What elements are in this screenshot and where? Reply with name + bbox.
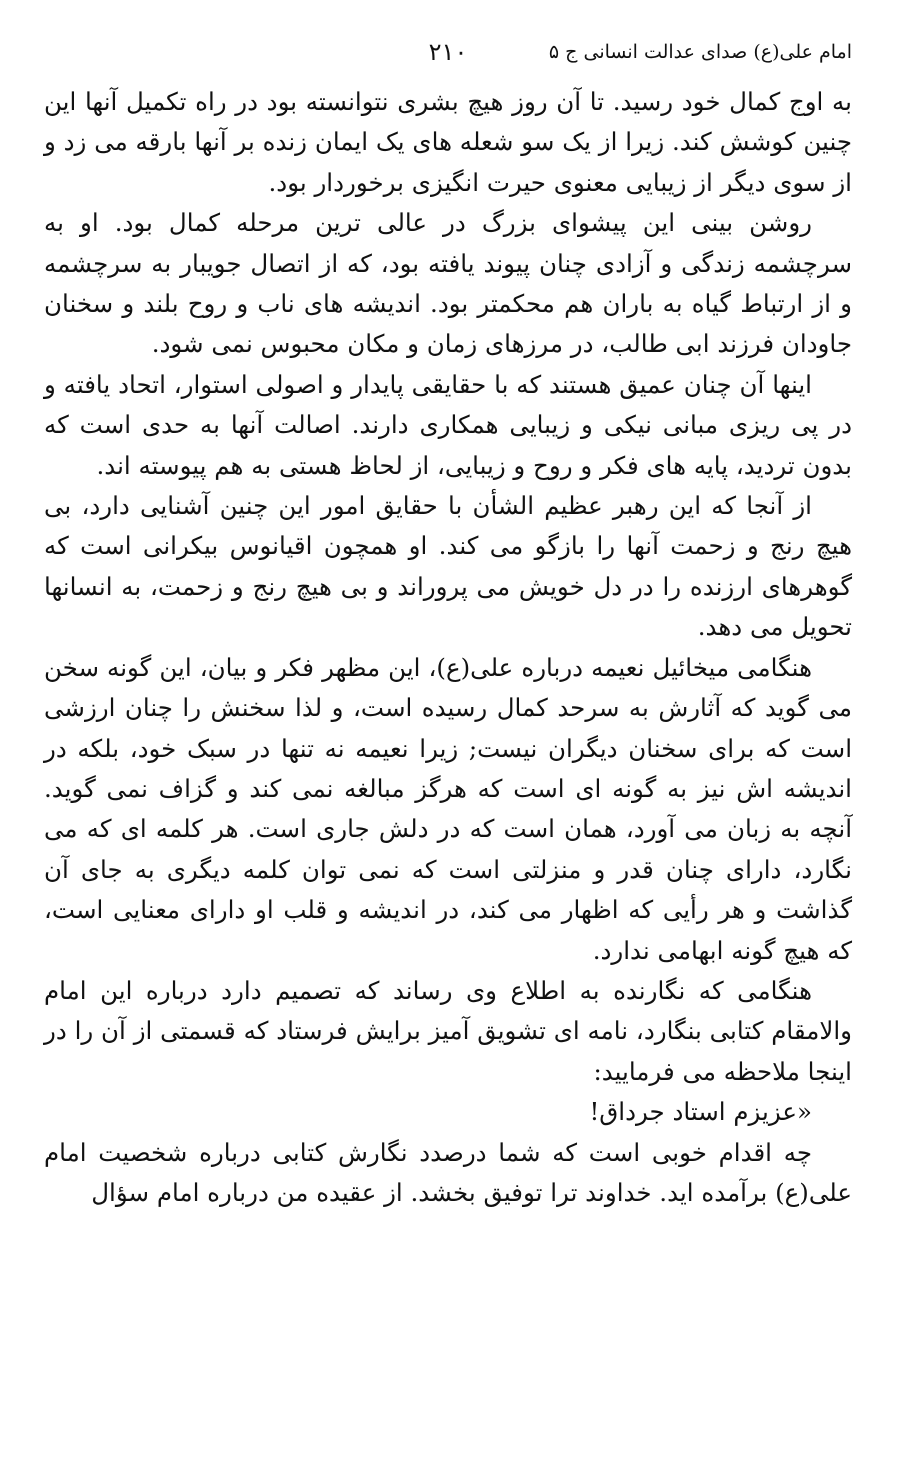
paragraph-3: اینها آن چنان عمیق هستند که با حقایقی پایدار و اصولی استوار، اتحاد یافته و در پی ریزی مبانی نیکی و زیبایی همکاری دارند. اصالت آنها به حدی است که بدون تردید، پایه های فکر و روح و زیبایی، از لحاظ هستی به هم پیوسته اند.: [44, 369, 852, 480]
letter-paragraph: چه اقدام خوبی است که شما درصدد نگارش کتابی درباره شخصیت امام علی(ع) برآمده اید. خداوند ترا توفیق بخشد. از عقیده من درباره امام سؤال: [44, 1137, 852, 1207]
paragraph-6: هنگامی که نگارنده به اطلاع وی رساند که تصمیم دارد درباره این امام والامقام کتابی بنگارد، نامه ای تشویق آمیز برایش فرستاد که قسمتی از آن را در اینجا ملاحظه می فرمایید:: [44, 975, 852, 1086]
paragraph-2: روشن بینی این پیشوای بزرگ در عالی ترین مرحله کمال بود. او به سرچشمه زندگی و آزادی چنان پیوند یافته بود، که از اتصال جویبار به سرچشمه و از ارتباط گیاه به باران هم محکمتر بود. اندیشه های ناب و روح بلند و سخنان جاودان فرزند ابی طالب، در مرزهای زمان و مکان محبوس نمی شود.: [44, 208, 852, 359]
letter-salutation: «عزیزم استاد جرداق!: [589, 1097, 812, 1127]
page-header: [44, 32, 852, 72]
paragraph-4: از آنجا که این رهبر عظیم الشأن با حقایق امور این چنین آشنایی دارد، بی هیچ رنج و زحمت آنها را بازگو می کند. او همچون اقیانوس بیکرانی است که گوهرهای ارزنده را در دل خویش می پروراند و بی هیچ رنج و زحمت، به انسانها تحویل می دهد.: [44, 491, 852, 642]
running-title: امام علی(ع) صدای عدالت انسانی ج ۵: [548, 41, 852, 63]
paragraph-1: به اوج کمال خود رسید. تا آن روز هیچ بشری نتوانسته بود در راه تکمیل آنها این چنین کوشش کند. زیرا از یک سو شعله های یک ایمان زنده بر آنها بارقه می زد و از سوی دیگر از زیبایی معنوی حیرت انگیزی برخوردار بود.: [44, 87, 852, 197]
page-number: ۲۱۰: [428, 38, 468, 66]
paragraph-5: هنگامی میخائیل نعیمه درباره علی(ع)، این مظهر فکر و بیان، این گونه سخن می گوید که آثارش به سرحد کمال رسیده است، و لذا سخنش را چنان ارزشی است که برای سخنان دیگران نیست; زیرا نعیمه نه تنها در سبک خود، بلکه در اندیشه اش نیز به گونه ای است که هرگز مبالغه نمی کند و گزاف نمی گوید. آنچه به زبان می آورد، همان است که در دلش جاری است. هر کلمه ای که می نگارد، دارای چنان قدر و منزلتی است که نمی توان کلمه دیگری به جای آن گذاشت و هر رأیی که اظهار می کند، در اندیشه و قلب او دارای معنایی است، که هیچ گونه ابهامی ندارد.: [44, 652, 852, 965]
page-body: [44, 82, 852, 1213]
